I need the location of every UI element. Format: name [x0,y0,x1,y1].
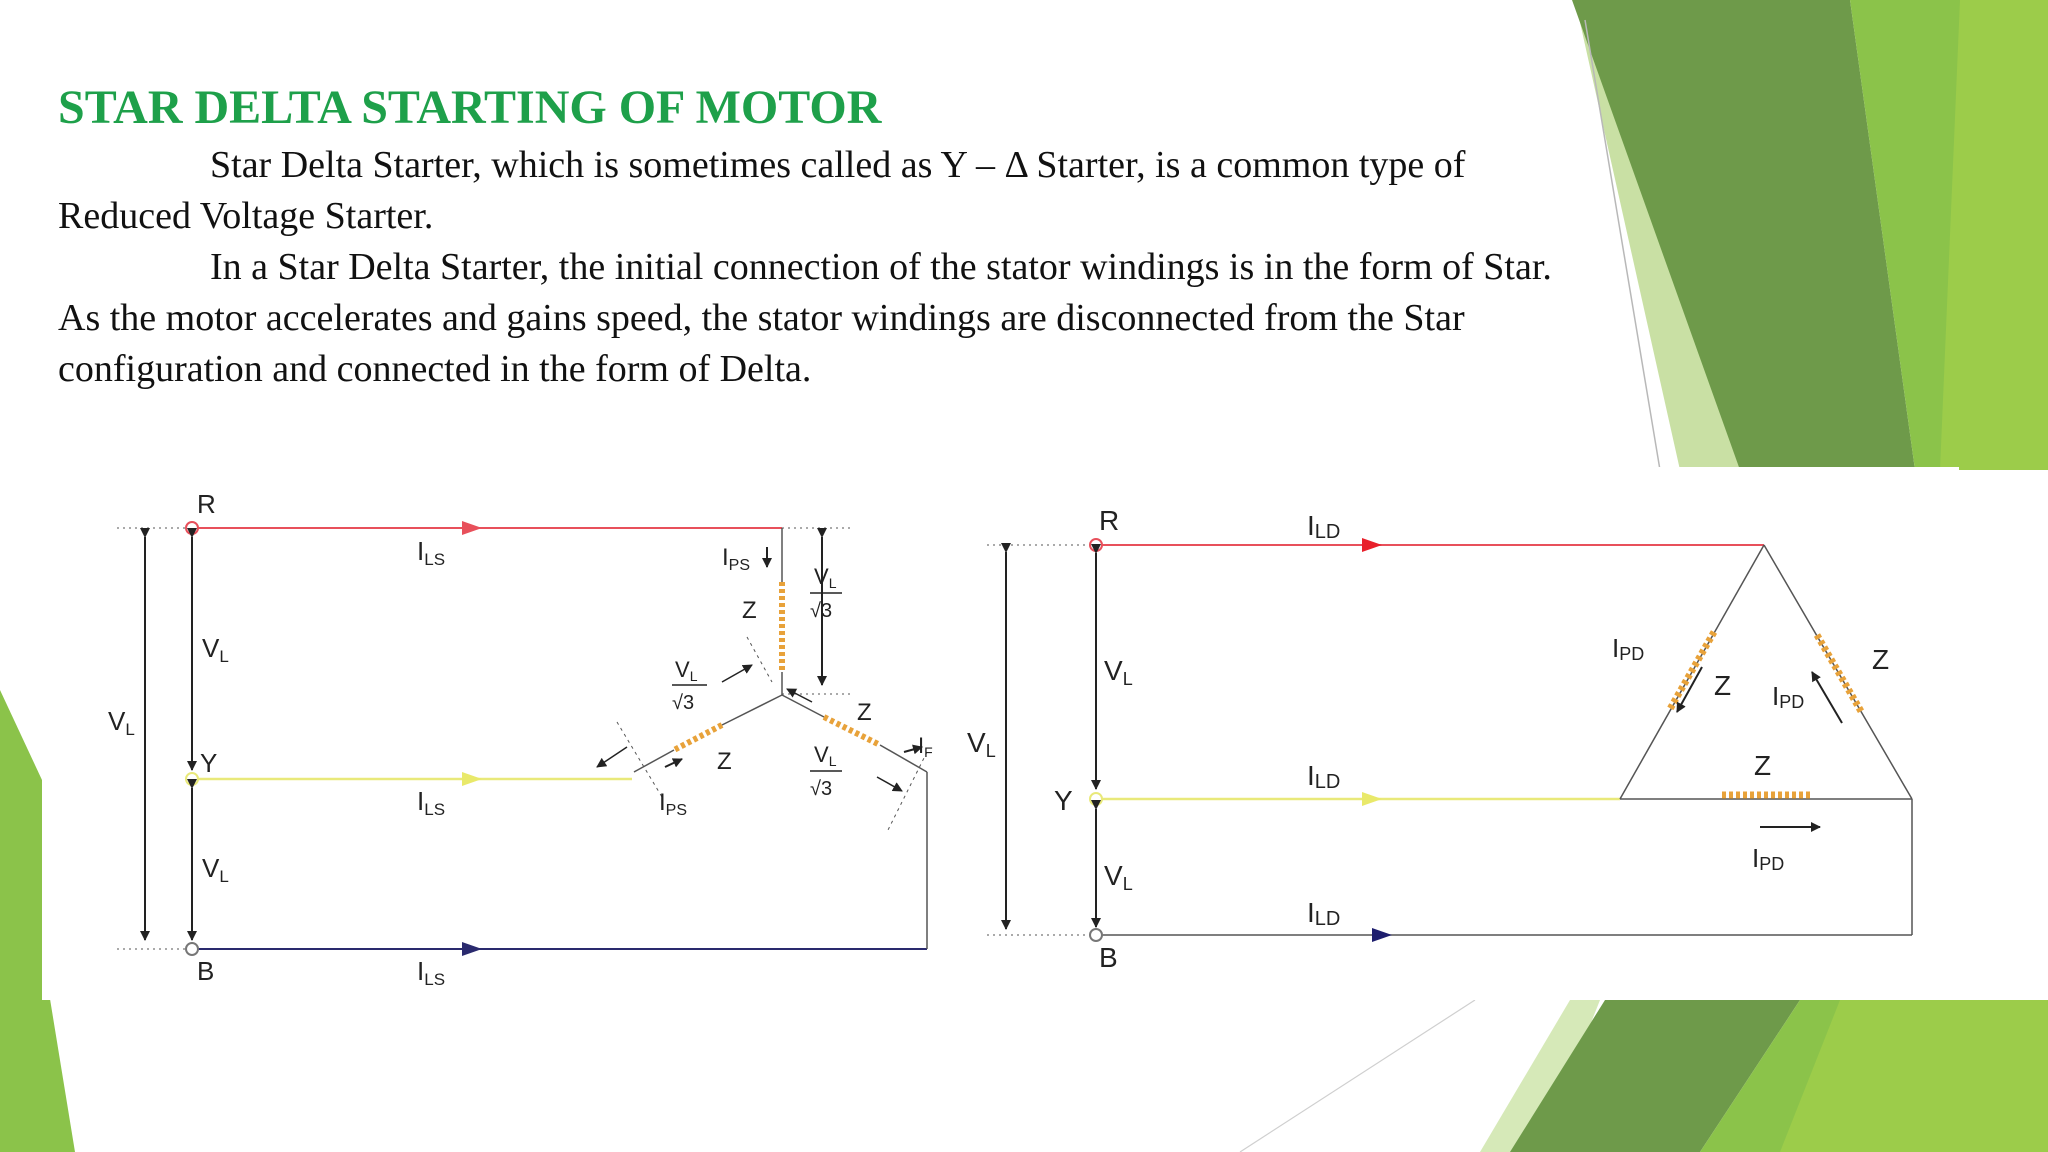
star-dashed-neutral [747,637,772,682]
delta-diagram [967,505,1912,973]
delta-terminal-y: Y [1054,785,1073,816]
star-vph-right-arrow2 [877,777,902,791]
delta-ild-y-label: ILD [1307,760,1341,793]
star-ips-left-arrow [665,759,682,767]
star-dashed-right [887,752,927,832]
star-vl-ry-label: VL [202,633,229,666]
delta-ild-b-label: ILD [1307,897,1341,930]
star-vl-total-label: VL [108,706,135,739]
star-vph-fraction-left [672,657,707,714]
delta-z-bottom-label: Z [1754,750,1772,781]
diagram-panel [42,467,1959,1000]
delta-ipd-right-arrow [1812,672,1842,723]
star-ils-y-label: ILS [417,786,446,819]
delta-terminal-b: B [1099,942,1118,973]
svg-text:√3: √3 [810,778,833,800]
delta-terminal-r: R [1099,505,1120,536]
paragraph-2-line-3: configuration and connected in the form of Delta. [58,348,812,390]
svg-text:√3: √3 [810,600,833,622]
star-winding-right [782,695,927,772]
star-z-right-label: Z [857,699,872,726]
star-z-left-label: Z [717,748,732,775]
paragraph-1-line-1: Star Delta Starter, which is sometimes called as Y – Δ Starter, is a common type of [210,144,1466,186]
delta-ipd-right-label: IPD [1772,681,1805,712]
delta-vl-yb-label: VL [1104,860,1133,894]
delta-z-left-label: Z [1714,670,1732,701]
star-winding-left [634,695,782,772]
star-arrow-b [462,942,482,956]
delta-ipd-left-label: IPD [1612,633,1645,664]
star-terminal-b: B [197,956,215,986]
svg-text:VL: VL [814,742,837,769]
svg-text:VL: VL [814,564,837,591]
paragraph-1-line-2: Reduced Voltage Starter. [58,195,434,237]
star-arrow-r [462,521,482,535]
star-z-top-label: Z [742,597,757,624]
delta-ild-r-label: ILD [1307,510,1341,543]
star-if-label: IF [918,733,933,760]
star-ils-r-label: ILS [417,536,446,569]
paragraph-2-line-1: In a Star Delta Starter, the initial connection of the stator windings is in the form of Star. [210,246,1552,288]
delta-vl-ry-label: VL [1104,655,1133,689]
star-terminal-b-dot [186,943,198,955]
slide-title: STAR DELTA STARTING OF MOTOR [58,81,882,134]
svg-text:VL: VL [675,657,698,684]
paragraph-2-line-2: As the motor accelerates and gains speed, the stator windings are disconnected from the Star [58,297,1465,339]
delta-arrow-r [1362,538,1382,552]
slide-body [58,140,1718,395]
delta-arrow-b [1372,928,1392,942]
star-vph-left-arrow [597,747,627,767]
delta-terminal-y-dot [1090,793,1102,805]
star-terminal-y-dot [186,773,198,785]
star-terminal-r: R [197,489,216,519]
star-vph-fraction-top [810,564,842,622]
star-terminal-r-dot [186,522,198,534]
star-ips-left-label: $I_{PS}$ [659,789,688,819]
delta-vl-total-label: VL [967,727,996,761]
delta-arrow-y [1362,792,1382,806]
star-ils-b-label: ILS [417,956,446,989]
star-vph-fraction-right [810,742,842,800]
star-diagram [108,489,933,989]
delta-z-right-label: Z [1872,644,1890,675]
thin-diagonal-line [1240,1000,1475,1152]
star-terminal-y: Y [200,748,218,778]
delta-terminal-b-dot [1090,929,1102,941]
star-delta-circuit-diagram [42,467,1959,1000]
star-arrow-y [462,772,482,786]
delta-ipd-bottom-label: IPD [1752,843,1785,874]
svg-text:√3: √3 [672,692,695,714]
delta-terminal-r-dot [1090,539,1102,551]
star-ips-top-label: $I_{PS}$ [722,544,751,574]
star-vl-yb-label: VL [202,853,229,886]
green-left-sliver [0,690,42,1152]
star-vph-left-arrow2 [722,665,752,682]
